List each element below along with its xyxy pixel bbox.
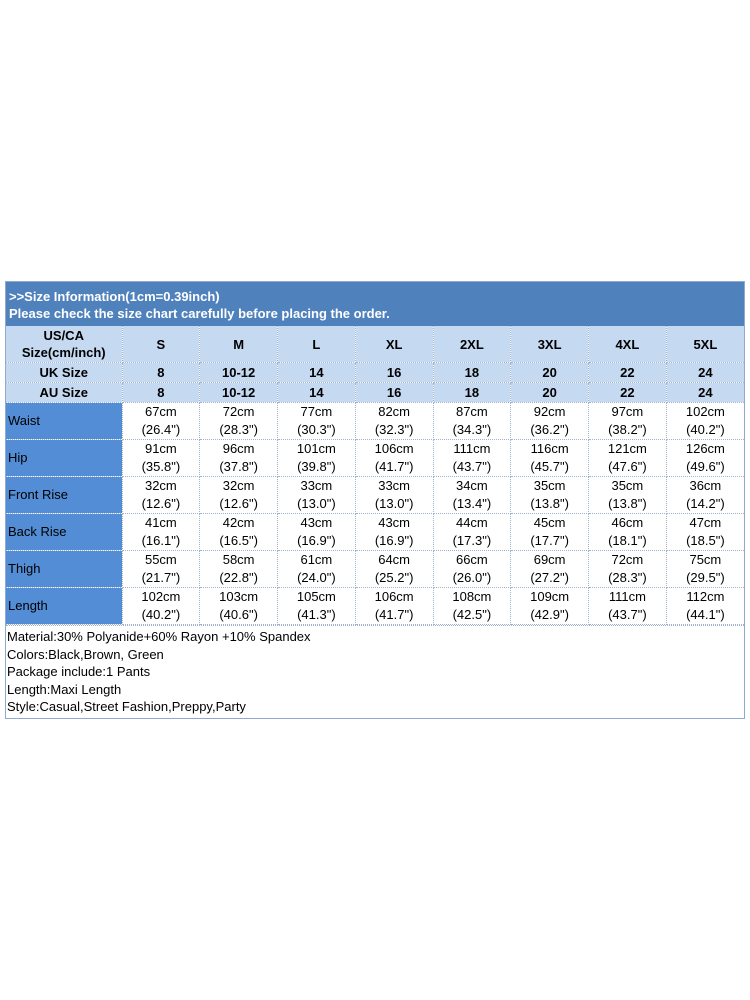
inch-value: (41.7"): [374, 459, 414, 474]
size-cell: 2XL: [433, 326, 511, 363]
cm-value: 108cm: [452, 589, 492, 604]
measurement-cell: [200, 477, 278, 514]
cm-value: 43cm: [300, 515, 333, 530]
measurement-cell: [589, 477, 667, 514]
inch-value: (16.9"): [297, 533, 336, 548]
cm-value: 97cm: [611, 404, 644, 419]
cm-value: 103cm: [219, 589, 259, 604]
measurement-cell: [355, 403, 433, 440]
measurement-label: Length: [6, 588, 122, 625]
inch-value: (41.3"): [297, 607, 336, 622]
inch-value: (38.2"): [608, 422, 647, 437]
cm-value: 87cm: [455, 404, 488, 419]
measurement-cell: [589, 551, 667, 588]
length-note: Length:Maxi Length: [7, 681, 122, 697]
measurement-cell: [200, 403, 278, 440]
measurement-cell: [355, 514, 433, 551]
inch-value: (26.0"): [452, 570, 492, 585]
cm-value: 101cm: [296, 441, 336, 456]
measurement-cell: [666, 514, 744, 551]
cm-value: 106cm: [374, 441, 414, 456]
size-cell: XL: [355, 326, 433, 363]
measurement-cell: [433, 551, 511, 588]
cm-value: 106cm: [374, 589, 414, 604]
measurement-cell: [433, 514, 511, 551]
cm-value: 72cm: [611, 552, 644, 567]
cm-value: 96cm: [222, 441, 255, 456]
measurement-cell: [589, 588, 667, 625]
size-cell: 20: [511, 363, 589, 383]
size-cell: 8: [122, 363, 200, 383]
size-cell: 3XL: [511, 326, 589, 363]
size-cell: 14: [278, 383, 356, 403]
inch-value: (47.6"): [608, 459, 647, 474]
inch-value: (29.5"): [686, 570, 725, 585]
measurement-cell: [666, 440, 744, 477]
inch-value: (44.1"): [686, 607, 725, 622]
inch-value: (32.3"): [374, 422, 414, 437]
inch-value: (22.8"): [219, 570, 258, 585]
size-cell: S: [122, 326, 200, 363]
measurement-cell: [200, 551, 278, 588]
size-cell: 22: [589, 383, 667, 403]
inch-value: (37.8"): [219, 459, 258, 474]
measurement-cell: [589, 514, 667, 551]
cm-value: 66cm: [455, 552, 488, 567]
cm-value: 72cm: [222, 404, 255, 419]
cm-value: 92cm: [533, 404, 566, 419]
cm-value: 61cm: [300, 552, 333, 567]
inch-value: (13.4"): [452, 496, 492, 511]
inch-value: (13.0"): [297, 496, 336, 511]
size-cell: 24: [666, 363, 744, 383]
size-cell: 14: [278, 363, 356, 383]
size-cell: 16: [355, 383, 433, 403]
size-cell: 10-12: [200, 383, 278, 403]
measurement-cell: [355, 440, 433, 477]
inch-value: (16.5"): [219, 533, 258, 548]
measurement-label: Hip: [6, 440, 122, 477]
cm-value: 36cm: [689, 478, 722, 493]
cm-value: 109cm: [530, 589, 570, 604]
inch-value: (16.9"): [374, 533, 414, 548]
cm-value: 55cm: [144, 552, 177, 567]
cm-value: 82cm: [378, 404, 411, 419]
inch-value: (40.2"): [141, 607, 181, 622]
measurement-cell: [666, 477, 744, 514]
cm-value: 58cm: [222, 552, 255, 567]
inch-value: (49.6"): [686, 459, 725, 474]
measurement-cell: [511, 514, 589, 551]
inch-value: (12.6"): [219, 496, 258, 511]
waist-row: [6, 403, 744, 440]
size-cell: 24: [666, 383, 744, 403]
inch-value: (41.7"): [374, 607, 414, 622]
cm-value: 116cm: [530, 441, 569, 456]
inch-value: (13.8"): [530, 496, 569, 511]
cm-value: 44cm: [455, 515, 488, 530]
measurement-cell: [200, 514, 278, 551]
inch-value: (26.4"): [141, 422, 181, 437]
uk-size-label: UK Size: [6, 363, 122, 383]
measurement-cell: [433, 477, 511, 514]
size-info-warning: Please check the size chart carefully before placing the order.: [9, 306, 390, 321]
cm-value: 77cm: [300, 404, 333, 419]
back-rise-row: [6, 514, 744, 551]
size-info-banner: [6, 282, 744, 326]
front-rise-row: [6, 477, 744, 514]
cm-value: 42cm: [222, 515, 255, 530]
measurement-label: Waist: [6, 403, 122, 440]
size-cell: 22: [589, 363, 667, 383]
measurement-cell: [511, 403, 589, 440]
measurement-label: Front Rise: [6, 477, 122, 514]
cm-value: 111cm: [608, 589, 646, 604]
measurement-cell: [433, 403, 511, 440]
inch-value: (17.3"): [452, 533, 492, 548]
inch-value: (42.9"): [530, 607, 569, 622]
cm-value: 35cm: [533, 478, 566, 493]
size-cell: 18: [433, 363, 511, 383]
inch-value: (18.1"): [608, 533, 647, 548]
size-chart: [5, 281, 745, 719]
inch-value: (43.7"): [608, 607, 647, 622]
inch-value: (39.8"): [297, 459, 336, 474]
measurement-cell: [355, 588, 433, 625]
measurement-cell: [122, 477, 200, 514]
inch-value: (27.2"): [530, 570, 569, 585]
length-row: [6, 588, 744, 625]
measurement-cell: [666, 551, 744, 588]
size-cell: 8: [122, 383, 200, 403]
measurement-cell: [589, 403, 667, 440]
cm-value: 32cm: [222, 478, 255, 493]
measurement-cell: [589, 440, 667, 477]
size-info-title: >>Size Information(1cm=0.39inch): [9, 289, 220, 304]
measurement-cell: [278, 403, 356, 440]
cm-value: 111cm: [453, 441, 491, 456]
size-cell: M: [200, 326, 278, 363]
cm-value: 34cm: [455, 478, 488, 493]
measurement-cell: [278, 588, 356, 625]
size-cell: 4XL: [589, 326, 667, 363]
measurement-cell: [278, 551, 356, 588]
measurement-cell: [433, 440, 511, 477]
measurement-cell: [511, 551, 589, 588]
cm-value: 35cm: [611, 478, 644, 493]
cm-value: 91cm: [144, 441, 177, 456]
cm-value: 64cm: [378, 552, 411, 567]
cm-value: 41cm: [144, 515, 177, 530]
cm-value: 112cm: [686, 589, 725, 604]
cm-value: 67cm: [144, 404, 177, 419]
inch-value: (18.5"): [686, 533, 725, 548]
inch-value: (12.6"): [141, 496, 181, 511]
measurement-cell: [122, 403, 200, 440]
cm-value: 32cm: [144, 478, 177, 493]
uk-size-row: [6, 363, 744, 383]
inch-value: (28.3"): [219, 422, 258, 437]
au-size-row: [6, 383, 744, 403]
inch-value: (36.2"): [530, 422, 569, 437]
inch-value: (45.7"): [530, 459, 569, 474]
measurement-cell: [666, 403, 744, 440]
cm-value: 45cm: [533, 515, 566, 530]
cm-value: 43cm: [378, 515, 411, 530]
measurement-cell: [200, 588, 278, 625]
measurement-cell: [511, 477, 589, 514]
measurement-cell: [122, 551, 200, 588]
measurement-cell: [278, 514, 356, 551]
inch-value: (25.2"): [374, 570, 414, 585]
measurement-cell: [433, 588, 511, 625]
measurement-label: Thigh: [6, 551, 122, 588]
cm-value: 102cm: [685, 404, 725, 419]
cm-value: 33cm: [378, 478, 411, 493]
measurement-cell: [122, 514, 200, 551]
inch-value: (24.0"): [297, 570, 336, 585]
size-cell: L: [278, 326, 356, 363]
cm-value: 105cm: [296, 589, 336, 604]
size-table: [6, 326, 744, 625]
inch-value: (17.7"): [530, 533, 569, 548]
measurement-cell: [278, 477, 356, 514]
inch-value: (28.3"): [608, 570, 647, 585]
hip-row: [6, 440, 744, 477]
size-cell: 20: [511, 383, 589, 403]
au-size-label: AU Size: [6, 383, 122, 403]
measurement-cell: [511, 588, 589, 625]
measurement-cell: [200, 440, 278, 477]
style-note: Style:Casual,Street Fashion,Preppy,Party: [7, 699, 246, 714]
inch-value: (16.1"): [141, 533, 181, 548]
cm-value: 47cm: [689, 515, 722, 530]
inch-value: (30.3"): [297, 422, 336, 437]
inch-value: (34.3"): [452, 422, 492, 437]
inch-value: (13.0"): [374, 496, 414, 511]
cm-value: 102cm: [141, 589, 181, 604]
measurement-label: Back Rise: [6, 514, 122, 551]
measurement-cell: [278, 440, 356, 477]
colors-note: Colors:Black,Brown, Green: [7, 646, 164, 662]
inch-value: (40.2"): [686, 422, 725, 437]
measurement-cell: [122, 440, 200, 477]
measurement-cell: [355, 477, 433, 514]
size-cell: 18: [433, 383, 511, 403]
us-size-row: [6, 326, 744, 363]
measurement-cell: [355, 551, 433, 588]
package-note: Package include:1 Pants: [7, 664, 151, 679]
inch-value: (40.6"): [219, 607, 258, 622]
material-note: Material:30% Polyanide+60% Rayon +10% Spandex: [7, 629, 311, 644]
measurement-cell: [666, 588, 744, 625]
cm-value: 121cm: [607, 441, 647, 456]
size-cell: 5XL: [666, 326, 744, 363]
inch-value: (42.5"): [452, 607, 492, 622]
us-size-label: US/CA Size(cm/inch): [6, 326, 122, 363]
size-cell: 10-12: [200, 363, 278, 383]
cm-value: 33cm: [300, 478, 333, 493]
cm-value: 46cm: [611, 515, 644, 530]
cm-value: 126cm: [685, 441, 725, 456]
inch-value: (35.8"): [141, 459, 181, 474]
inch-value: (14.2"): [686, 496, 725, 511]
cm-value: 75cm: [689, 552, 722, 567]
cm-value: 69cm: [533, 552, 566, 567]
inch-value: (43.7"): [452, 459, 492, 474]
thigh-row: [6, 551, 744, 588]
product-notes: [6, 625, 744, 718]
measurement-cell: [122, 588, 200, 625]
size-cell: 16: [355, 363, 433, 383]
inch-value: (13.8"): [608, 496, 647, 511]
inch-value: (21.7"): [141, 570, 181, 585]
measurement-cell: [511, 440, 589, 477]
